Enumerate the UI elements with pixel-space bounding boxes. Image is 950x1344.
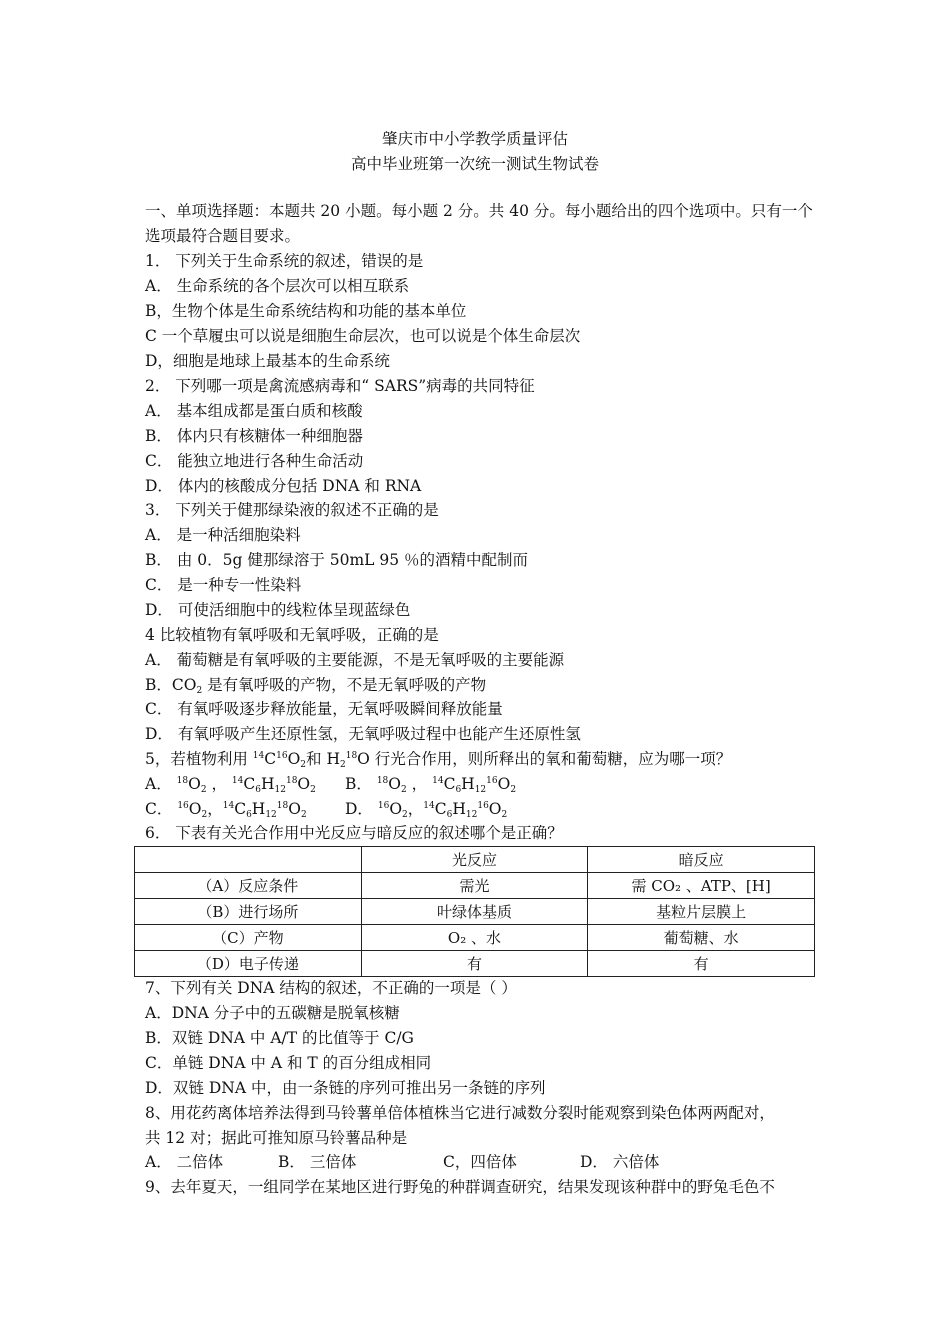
q7-option-c: C．单链 DNA 中 A 和 T 的百分组成相同 — [145, 1054, 432, 1072]
q7-option-b: B．双链 DNA 中 A/T 的比值等于 C/G — [145, 1029, 414, 1047]
q8-option-c: C，四倍体 — [443, 1153, 517, 1171]
q4-option-b: B．$CO_2$ 是有氧呼吸的产物，不是无氧呼吸的产物 — [145, 676, 487, 696]
table-cell: 有 — [588, 951, 815, 977]
q1-option-b: B，生物个体是生命系统结构和功能的基本单位 — [145, 302, 467, 320]
q5-stem: 5，若植物利用 $^{14}C^{16}O_2$和 $H_2^{18}O$ 行光合作用，则所释出的氧和葡萄糖，应为哪一项？ — [145, 750, 732, 770]
q7-option-a: A．DNA 分子中的五碳糖是脱氧核糖 — [145, 1004, 400, 1022]
q3-option-a: A． 是一种活细胞染料 — [145, 526, 301, 544]
q2-option-a: A． 基本组成都是蛋白质和核酸 — [145, 402, 363, 420]
q3-stem: 3． 下列关于健那绿染液的叙述不正确的是 — [145, 501, 439, 519]
table-header-cell: 暗反应 — [588, 847, 815, 873]
q6-stem: 6． 下表有关光合作用中光反应与暗反应的叙述哪个是正确？ — [145, 824, 563, 842]
table-row — [135, 951, 815, 977]
q8-option-d: D． 六倍体 — [580, 1153, 660, 1171]
q3-option-b: B． 由 0．5g 健那绿溶于 50mL 95 ％的酒精中配制而 — [145, 551, 529, 569]
section-instruction-1: 一、单项选择题：本题共 20 小题。每小题 2 分。共 40 分。每小题给出的四个选项中。只有一个 — [145, 202, 813, 220]
table-row — [135, 873, 815, 899]
q4-option-a: A． 葡萄糖是有氧呼吸的主要能源，不是无氧呼吸的主要能源 — [145, 651, 565, 669]
table-header-row — [135, 847, 815, 873]
table-cell: 有 — [361, 951, 588, 977]
section-instruction-2: 选项最符合题目要求。 — [145, 227, 301, 245]
q3-option-d: D． 可使活细胞中的线粒体呈现蓝绿色 — [145, 601, 411, 619]
q3-option-c: C． 是一种专一性染料 — [145, 576, 302, 594]
q5-option-c: C． $^{16}O_2$，$^{14}C_6H_{12}^{18}O_2$ — [145, 800, 307, 820]
table-cell: （B）进行场所 — [135, 899, 362, 925]
table-cell: （A）反应条件 — [135, 873, 362, 899]
q7-stem: 7、下列有关 DNA 结构的叙述，不正确的一项是（ ） — [145, 979, 517, 997]
table-row — [135, 925, 815, 951]
q6-comparison-table — [134, 846, 815, 977]
table-cell: （D）电子传递 — [135, 951, 362, 977]
table-header-cell — [135, 847, 362, 873]
q8-option-b: B． 三倍体 — [278, 1153, 357, 1171]
q2-stem: 2． 下列哪一项是禽流感病毒和“ SARS”病毒的共同特征 — [145, 377, 535, 395]
table-cell: 需光 — [361, 873, 588, 899]
table-cell: （C）产物 — [135, 925, 362, 951]
q1-option-d: D，细胞是地球上最基本的生命系统 — [145, 352, 390, 370]
exam-title-1: 肇庆市中小学教学质量评估 — [381, 130, 568, 148]
q2-option-c: C． 能独立地进行各种生命活动 — [145, 452, 364, 470]
q8-stem-2: 共 12 对；据此可推知原马铃薯品种是 — [145, 1129, 408, 1147]
table-row — [135, 899, 815, 925]
q5-option-d: D． $^{16}O_2$，$^{14}C_6H_{12}^{16}O_2$ — [345, 800, 508, 820]
table-cell: 需 CO₂ 、ATP、[H] — [588, 873, 815, 899]
q5-option-b: B． $^{18}O_2$ ， $^{14}C_6H_{12}^{16}O_2$ — [345, 775, 517, 795]
exam-title-2: 高中毕业班第一次统一测试生物试卷 — [350, 155, 599, 173]
table-cell: 葡萄糖、水 — [588, 925, 815, 951]
table-cell: 基粒片层膜上 — [588, 899, 815, 925]
q2-option-d: D． 体内的核酸成分包括 DNA 和 RNA — [145, 477, 422, 495]
q5-option-a: A． $^{18}O_2$ ， $^{14}C_6H_{12}^{18}O_2$ — [145, 775, 316, 795]
q4-option-c: C． 有氧呼吸逐步释放能量，无氧呼吸瞬间释放能量 — [145, 700, 503, 718]
q7-option-d: D．双链 DNA 中，由一条链的序列可推出另一条链的序列 — [145, 1079, 546, 1097]
q8-stem-1: 8、用花药离体培养法得到马铃薯单倍体植株当它进行减数分裂时能观察到染色体两两配对， — [145, 1104, 775, 1122]
table-cell: O₂ 、水 — [361, 925, 588, 951]
table-cell: 叶绿体基质 — [361, 899, 588, 925]
q1-stem: 1． 下列关于生命系统的叙述，错误的是 — [145, 252, 424, 270]
q1-option-a: A． 生命系统的各个层次可以相互联系 — [145, 277, 410, 295]
table-header-cell: 光反应 — [361, 847, 588, 873]
q4-stem: 4 比较植物有氧呼吸和无氧呼吸，正确的是 — [145, 626, 439, 644]
q2-option-b: B． 体内只有核糖体一种细胞器 — [145, 427, 363, 445]
q1-option-c: C 一个草履虫可以说是细胞生命层次，也可以说是个体生命层次 — [145, 327, 581, 345]
q4-option-d: D． 有氧呼吸产生还原性氢，无氧呼吸过程中也能产生还原性氢 — [145, 725, 581, 743]
q8-option-a: A． 二倍体 — [145, 1153, 224, 1171]
q9-stem: 9、去年夏天，一组同学在某地区进行野兔的种群调查研究，结果发现该种群中的野兔毛色不 — [145, 1178, 775, 1196]
